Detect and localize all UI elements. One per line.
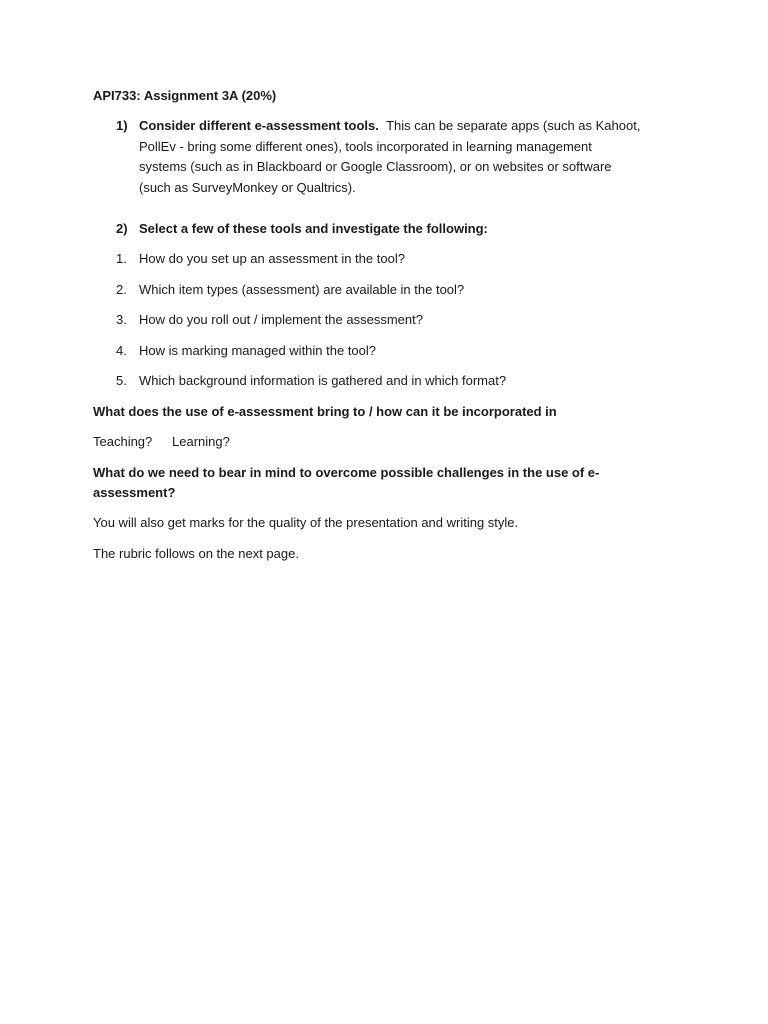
sub-item-4-number: 4.	[116, 343, 127, 358]
item-1-line-3: systems (such as in Blackboard or Google Classroom), or on websites or software	[139, 159, 612, 174]
item-1-bold-text: Consider different e-assessment tools.	[139, 118, 379, 133]
item-1-number: 1)	[116, 118, 128, 133]
item-1-line-4: (such as SurveyMonkey or Qualtrics).	[139, 180, 356, 195]
document-title: API733: Assignment 3A (20%)	[93, 88, 277, 103]
question-2-line-2: assessment?	[93, 485, 176, 500]
question-1: What does the use of e-assessment bring to / how can it be incorporated in	[93, 404, 557, 419]
sub-item-1-text: How do you set up an assessment in the tool?	[139, 251, 405, 266]
marks-note: You will also get marks for the quality of the presentation and writing style.	[93, 515, 519, 530]
sub-item-1-number: 1.	[116, 251, 127, 266]
sub-item-2-text: Which item types (assessment) are available in the tool?	[139, 282, 465, 297]
sub-item-3-text: How do you roll out / implement the assessment?	[139, 312, 423, 327]
item-2-text: Select a few of these tools and investigate the following:	[139, 221, 488, 236]
item-1-text-1: This can be separate apps (such as Kahoot,	[386, 118, 641, 133]
item-1-line-1	[139, 116, 640, 136]
learning-label: Learning?	[172, 434, 230, 449]
sub-item-5-number: 5.	[116, 373, 127, 388]
sub-item-3-number: 3.	[116, 312, 127, 327]
item-2-number: 2)	[116, 221, 128, 236]
item-1-line-2: PollEv - bring some different ones), tools incorporated in learning management	[139, 139, 592, 154]
rubric-note: The rubric follows on the next page.	[93, 546, 299, 561]
sub-item-2-number: 2.	[116, 282, 127, 297]
teaching-label: Teaching?	[93, 434, 153, 449]
question-2-line-1: What do we need to bear in mind to overcome possible challenges in the use of e-	[93, 465, 600, 480]
sub-item-5-text: Which background information is gathered and in which format?	[139, 373, 507, 388]
sub-item-4-text: How is marking managed within the tool?	[139, 343, 377, 358]
